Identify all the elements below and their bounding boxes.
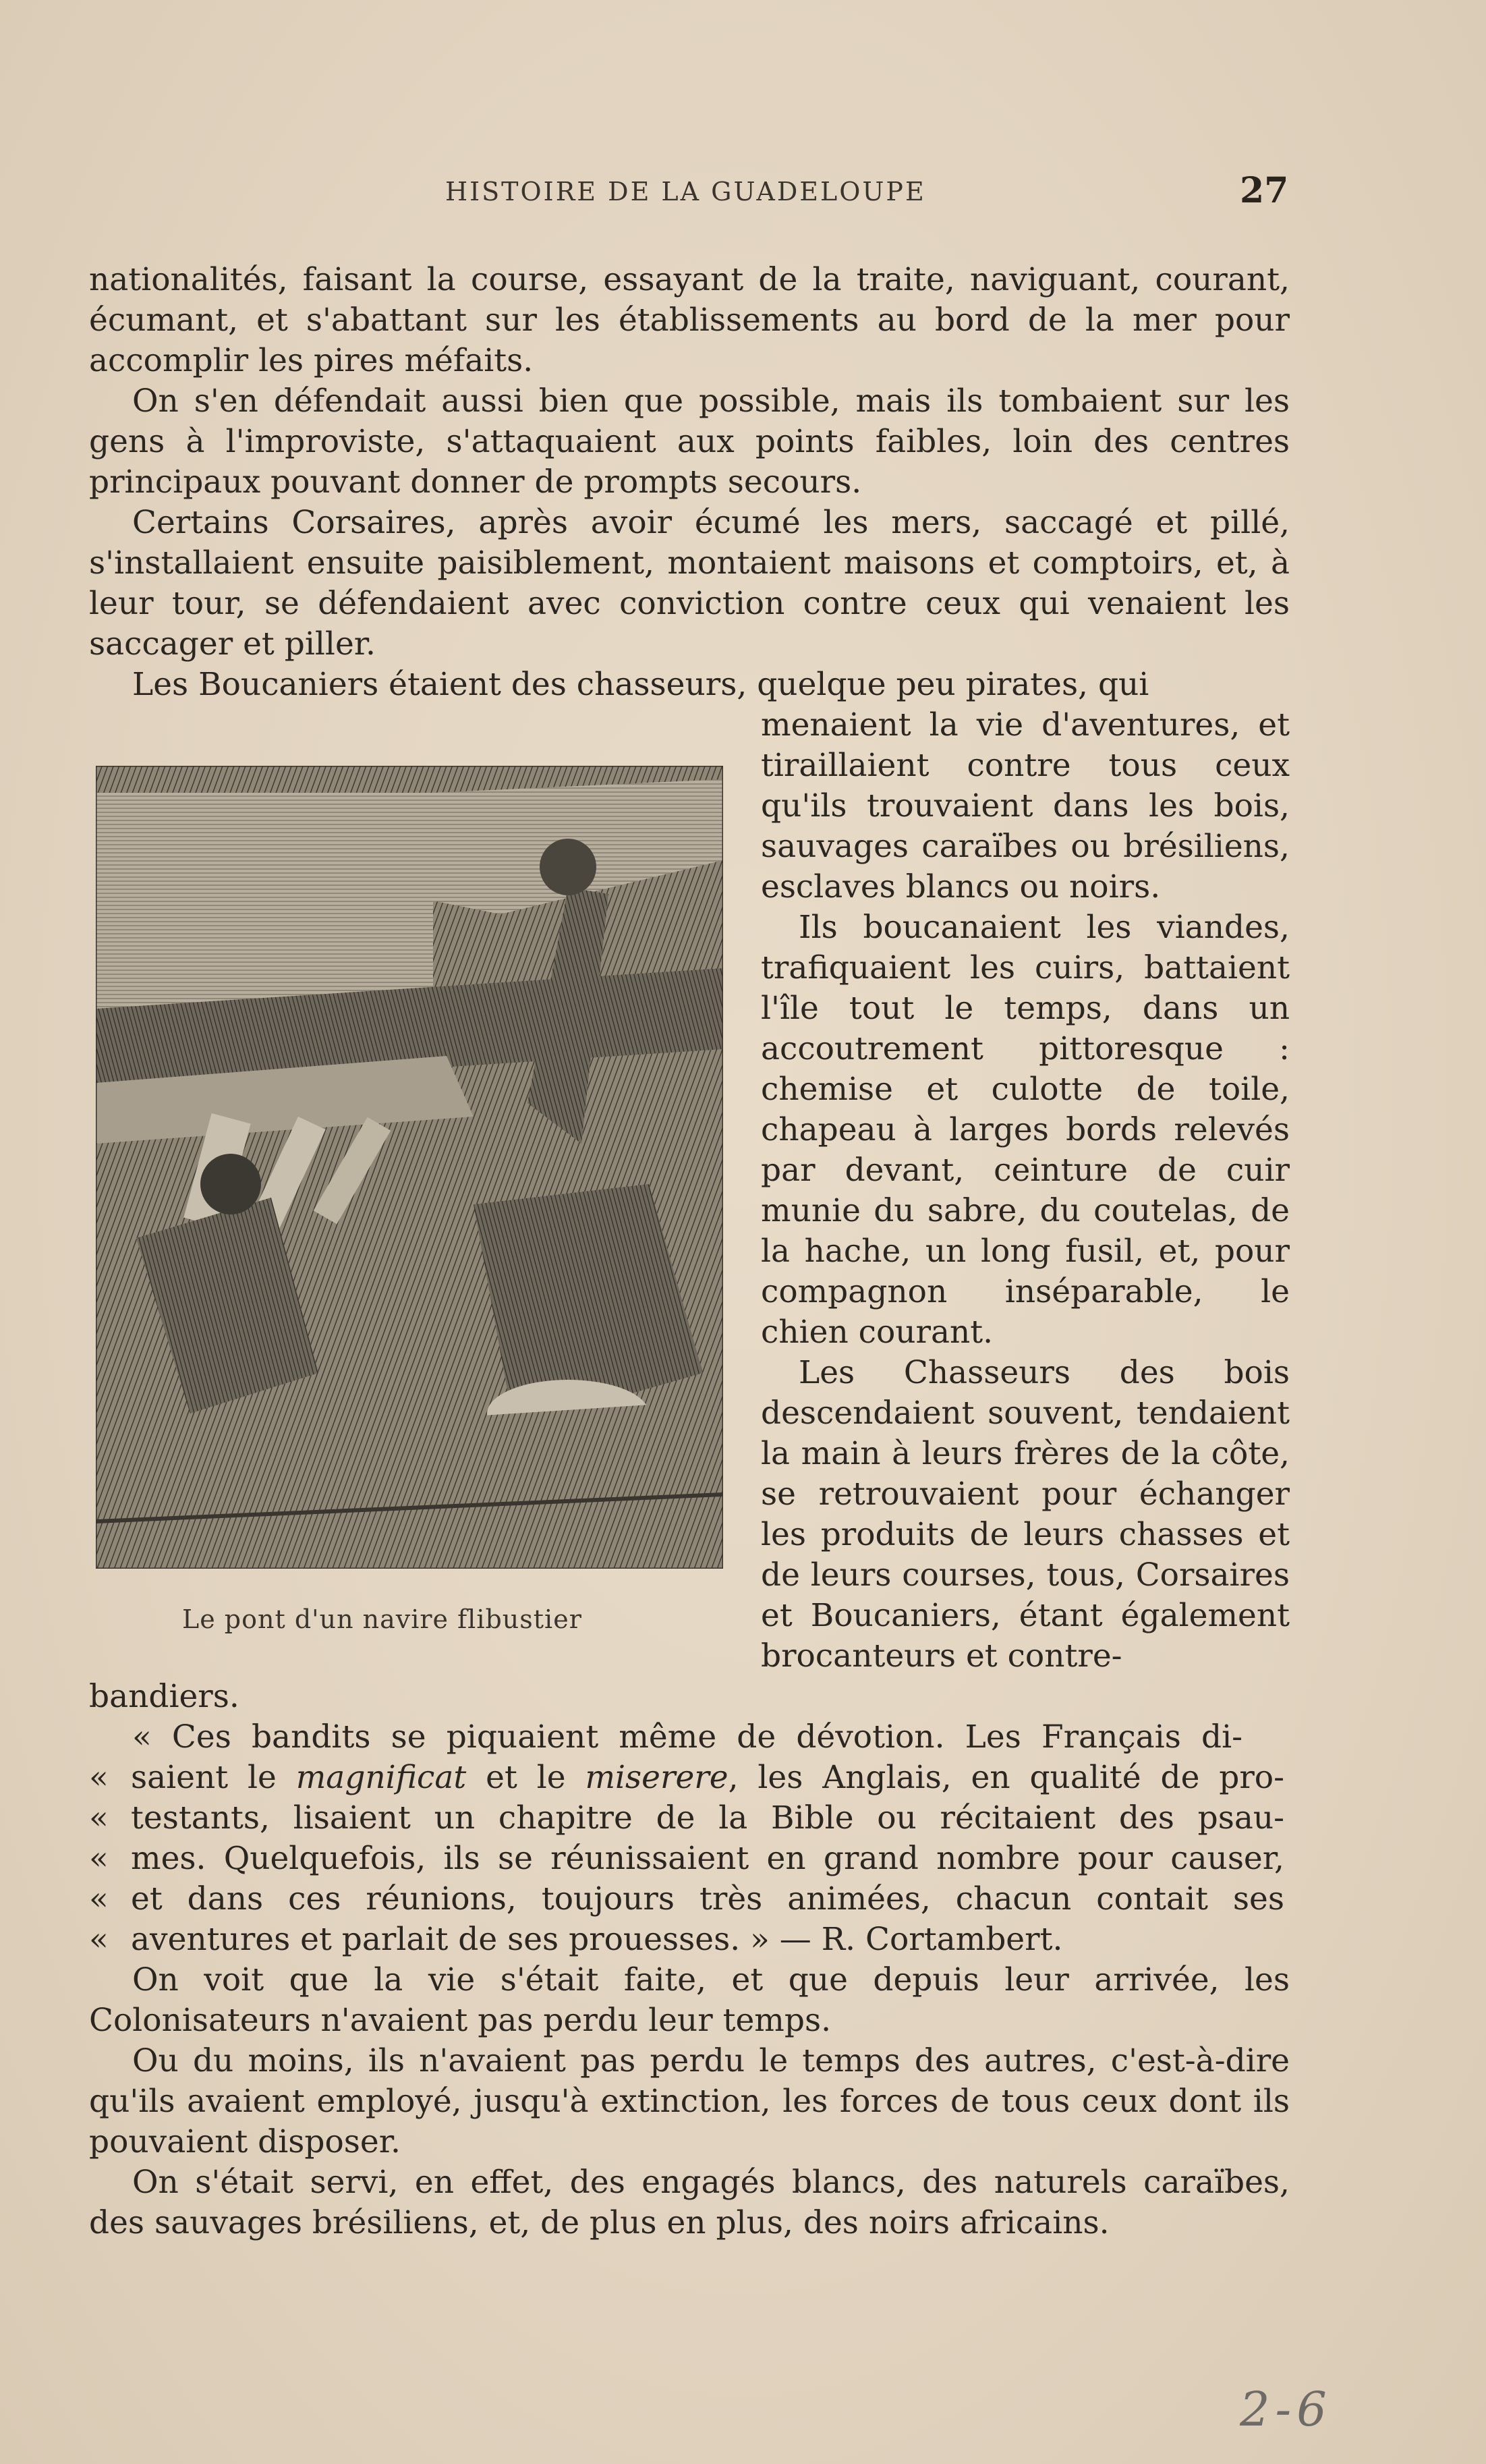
quote-text: saient le xyxy=(131,1759,296,1796)
quote-line-3 xyxy=(89,1798,1290,1839)
page-number: 27 xyxy=(1240,170,1289,211)
quote-line-2 xyxy=(89,1758,1290,1798)
paragraph-8: On voit que la vie s'était faite, et que depuis leur arrivée, les Colonisateurs n'avaient pas perdu leur temps. xyxy=(89,1961,1290,2039)
quote-text: testants, lisaient un chapitre de la Bible ou récitaient des psau- xyxy=(131,1799,1284,1837)
paragraph-6-end: bandiers. xyxy=(89,1678,239,1715)
quote-line-6 xyxy=(89,1920,1290,1960)
quote-mark: « xyxy=(89,1840,109,1877)
quote-mark: « xyxy=(89,1921,109,1958)
handwritten-annotation: 2-6 xyxy=(1240,2382,1332,2437)
paragraph-2: On s'en défendait aussi bien que possible, mais ils tombaient sur les gens à l'improviste, s'attaquaient aux points faibles, loin des centres principaux pouvant donner de prompts secours. xyxy=(89,383,1290,501)
paragraph-9: Ou du moins, ils n'avaient pas perdu le temps des autres, c'est-à-dire qu'ils avaient employé, jusqu'à extinction, les forces de tous ceux dont ils pouvaient disposer. xyxy=(89,2042,1290,2160)
quote-text: mes. Quelquefois, ils se réunissaient en grand nombre pour causer, xyxy=(131,1840,1284,1877)
quote-mark: « xyxy=(89,1759,109,1796)
quote-text: et dans ces réunions, toujours très animées, chacun contait ses xyxy=(131,1880,1284,1917)
paragraph-5: Ils boucanaient les viandes, trafiquaient les cuirs, battaient l'île tout le temps, dans un accoutrement pittoresque : chemise et culotte de toile, chapeau à larges bords relevés par devant, ceinture de cuir munie du sabre, du coutelas, de la hache, un long fusil, et, pour compagnon inséparable, le chien courant. xyxy=(761,909,1290,1351)
paragraph-1: nationalités, faisant la course, essayant de la traite, naviguant, courant, écumant, et s'abattant sur les établissements au bord de la mer pour accomplir les pires méfaits. xyxy=(89,261,1290,379)
quote-mark: « xyxy=(132,1718,152,1756)
running-header: HISTOIRE DE LA GUADELOUPE xyxy=(445,177,926,206)
quote-text: et le xyxy=(466,1759,585,1796)
quote-italic-term: magnificat xyxy=(295,1759,467,1796)
quote-mark: « xyxy=(89,1799,109,1837)
paragraph-10: On s'était servi, en effet, des engagés blancs, des naturels caraïbes, des sauvages brésiliens, et, de plus en plus, des noirs africains. xyxy=(89,2164,1290,2241)
quote-text: , les Anglais, en qualité de pro- xyxy=(728,1759,1284,1796)
quote-line-1 xyxy=(89,1717,1290,1758)
paragraph-6: Les Chasseurs des bois descendaient souvent, tendaient la main à leurs frères de la côte, se retrouvaient pour échanger les produits de leurs chasses et de leurs courses, tous, Corsaires et Boucaniers, étant également brocanteurs et contre- xyxy=(761,1354,1290,1675)
paragraph-4-continuation: menaient la vie d'aventures, et tiraillaient contre tous ceux qu'ils trouvaient dans les bois, sauvages caraïbes ou brésiliens, esclaves blancs ou noirs. xyxy=(761,706,1290,905)
engraving-image xyxy=(96,766,723,1569)
figure-caption: Le pont d'un navire flibustier xyxy=(182,1604,582,1634)
paragraph-4-first-line: Les Boucaniers étaient des chasseurs, quelque peu pirates, qui xyxy=(132,666,1149,703)
quote-italic-term: miserere xyxy=(585,1759,728,1796)
quote-text: Ces bandits se piquaient même de dévotion. Les Français di- xyxy=(171,1718,1242,1756)
paragraph-3: Certains Corsaires, après avoir écumé les mers, saccagé et pillé, s'installaient ensuite paisiblement, montaient maisons et comptoirs, et, à leur tour, se défendaient avec conviction contre ceux qui venaient les saccager et piller. xyxy=(89,504,1290,663)
quote-line-5 xyxy=(89,1879,1290,1920)
quote-mark: « xyxy=(89,1880,109,1917)
illustration-filibuster-ship-deck xyxy=(96,766,723,1569)
quote-line-4 xyxy=(89,1839,1290,1879)
quote-text: aventures et parlait de ses prouesses. » — R. Cortambert. xyxy=(131,1921,1063,1958)
